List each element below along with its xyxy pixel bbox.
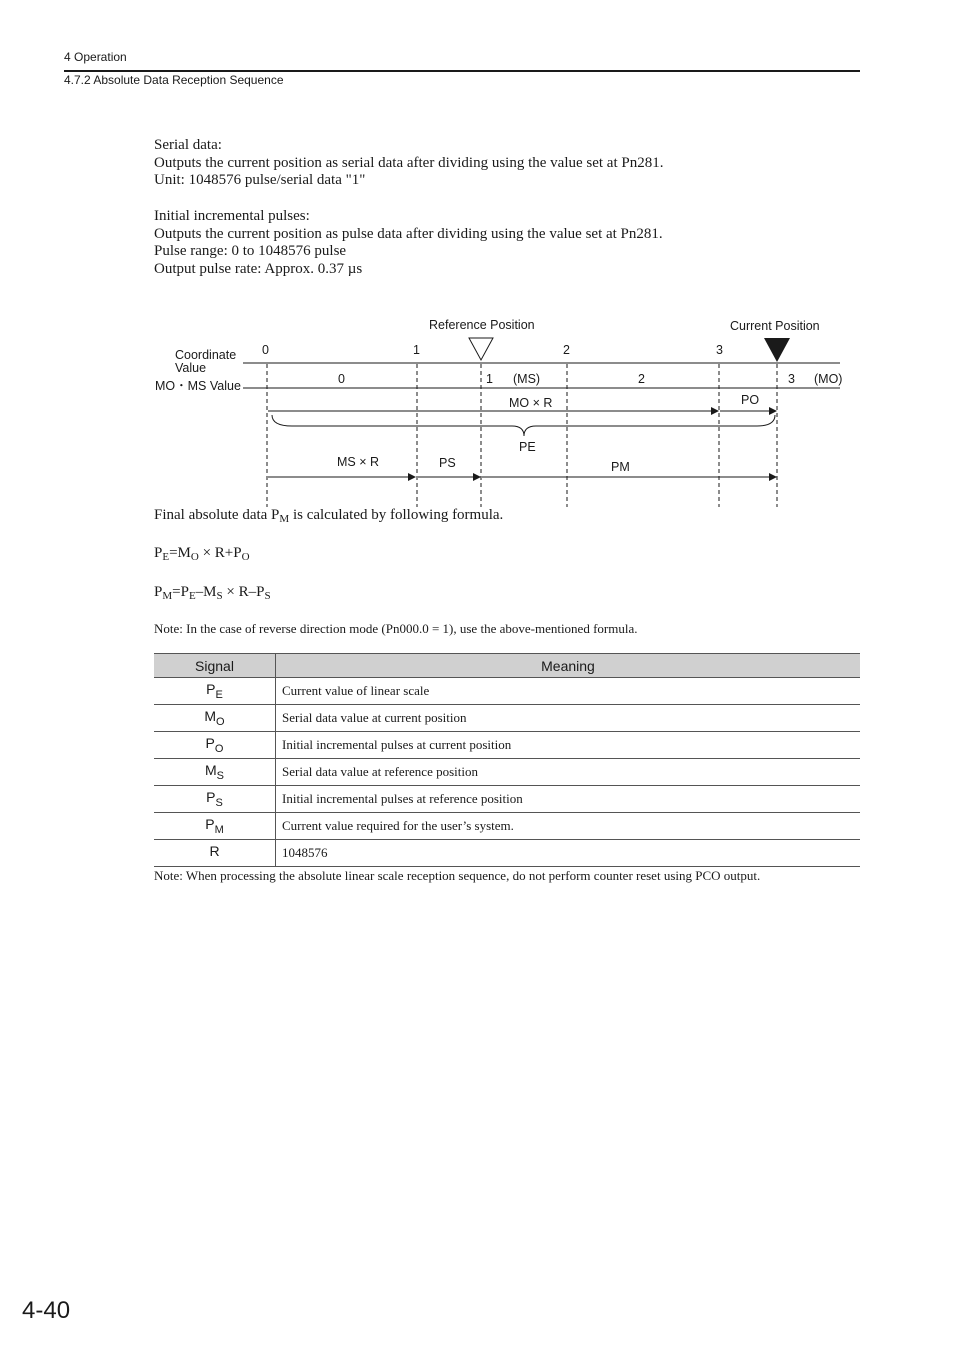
coordinate-value-label-line2: Value [175, 361, 207, 375]
ps-label: PS [439, 456, 456, 470]
table-row [154, 705, 860, 732]
ms-paren-label: (MS) [513, 372, 541, 386]
serial-data-title: Serial data: [154, 137, 222, 153]
meaning-column-header: Meaning [276, 654, 861, 678]
table-row [154, 813, 860, 840]
serial-data-block [154, 137, 663, 190]
coord-tick-3: 3 [716, 343, 723, 357]
meaning-cell: Initial incremental pulses at reference position [276, 786, 861, 813]
pm-label: PM [611, 460, 630, 474]
signal-table [154, 653, 860, 867]
serial-data-line2: Unit: 1048576 pulse/serial data "1" [154, 172, 366, 189]
ms-x-r-label: MS × R [337, 455, 380, 469]
coord-tick-2: 2 [563, 343, 570, 357]
counter-reset-note: Note: When processing the absolute linear scale reception sequence, do not perform counter reset using PCO output. [154, 868, 761, 883]
meaning-cell: Initial incremental pulses at current position [276, 732, 861, 759]
value-tick-2: 2 [638, 372, 645, 386]
signal-cell: $P_S$ [154, 786, 276, 813]
incremental-title: Initial incremental pulses: [154, 208, 310, 224]
signal-cell: R [154, 840, 276, 867]
value-tick-0: 0 [338, 372, 345, 386]
table-header-row [154, 654, 860, 678]
final-absolute-data-text: Final absolute data $P_M$ is calculated by following formula. [154, 507, 504, 525]
signal-cell: $M_S$ [154, 759, 276, 786]
signal-cell: $P_E$ [154, 678, 276, 705]
reference-position-marker-icon [469, 338, 493, 360]
value-tick-1: 1 [486, 372, 493, 386]
table-row [154, 759, 860, 786]
pe-brace [272, 415, 775, 436]
mo-ms-value-label: MO・MS Value [155, 379, 241, 393]
current-position-marker-icon [764, 338, 790, 362]
meaning-cell: 1048576 [276, 840, 861, 867]
reverse-mode-note: Note: In the case of reverse direction mode (Pn000.0 = 1), use the above-mentioned formula. [154, 621, 638, 636]
meaning-cell: Current value of linear scale [276, 678, 861, 705]
signal-cell: $P_O$ [154, 732, 276, 759]
incremental-line3: Output pulse rate: Approx. 0.37 µs [154, 260, 363, 277]
position-diagram [150, 312, 850, 512]
po-label: PO [741, 393, 760, 407]
meaning-cell: Serial data value at reference position [276, 759, 861, 786]
table-row [154, 732, 860, 759]
reference-position-label: Reference Position [429, 318, 535, 332]
meaning-cell: Serial data value at current position [276, 705, 861, 732]
serial-data-line1: Outputs the current position as serial data after dividing using the value set at Pn281. [154, 154, 664, 171]
section-header: 4.7.2 Absolute Data Reception Sequence [64, 73, 284, 87]
page-number: 4-40 [22, 1297, 71, 1324]
mo-x-r-label: MO × R [509, 396, 553, 410]
formula-pm: $P_M=P_E-M_S \times R-P_S$ [154, 584, 271, 602]
table-row [154, 786, 860, 813]
incremental-line1: Outputs the current position as pulse data after dividing using the value set at Pn281. [154, 225, 663, 242]
signal-cell: $M_O$ [154, 705, 276, 732]
current-position-label: Current Position [730, 319, 820, 333]
pe-label: PE [519, 440, 536, 454]
table-row [154, 678, 860, 705]
table-row [154, 840, 860, 867]
incremental-pulses-block [154, 208, 663, 278]
value-tick-3: 3 [788, 372, 795, 386]
mo-paren-label: (MO) [814, 372, 843, 386]
signal-column-header: Signal [154, 654, 276, 678]
coord-tick-0: 0 [262, 343, 269, 357]
coordinate-value-label-line1: Coordinate [175, 348, 237, 362]
signal-cell: $P_M$ [154, 813, 276, 840]
meaning-cell: Current value required for the user’s system. [276, 813, 861, 840]
incremental-line2: Pulse range: 0 to 1048576 pulse [154, 243, 347, 260]
formula-pe: $P_E=M_O \times R+P_O$ [154, 545, 250, 563]
chapter-header: 4 Operation [64, 50, 127, 64]
header-rule [64, 70, 860, 72]
coord-tick-1: 1 [413, 343, 420, 357]
